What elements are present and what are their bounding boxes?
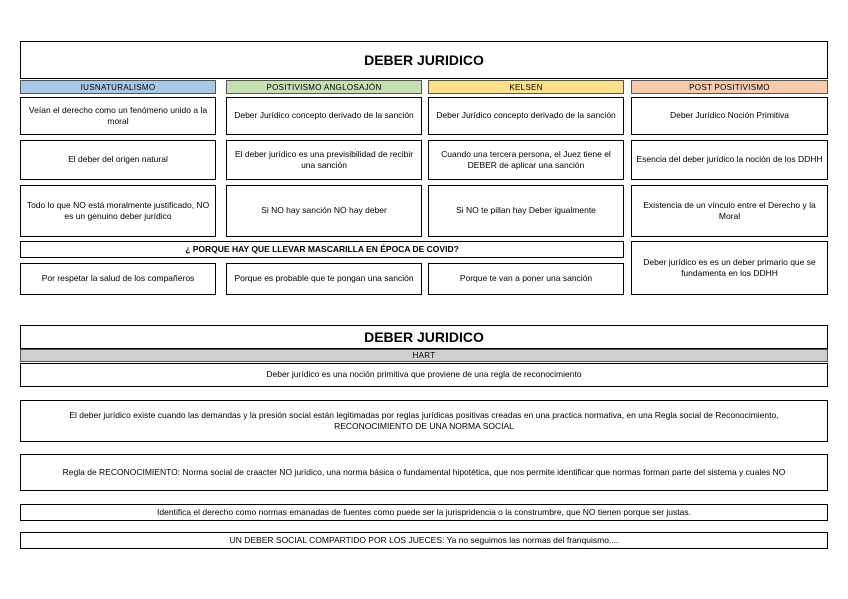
answer-positivismo: Porque es probable que te pongan una sanción — [226, 263, 422, 295]
cell-iusnaturalismo-1: Veían el derecho como un fenómeno unido a la moral — [20, 97, 216, 135]
cell-kelsen-2: Cuando una tercera persona, el Juez tiene el DEBER de aplicar una sanción — [428, 140, 624, 180]
cell-post-positivismo-2: Esencia del deber jurídico la noción de los DDHH — [631, 140, 828, 180]
header-hart: HART — [20, 349, 828, 362]
header-post-positivismo: POST POSITIVISMO — [631, 80, 828, 94]
cell-post-positivismo-1: Deber Jurídico Noción Primitiva — [631, 97, 828, 135]
cell-positivismo-1: Deber Jurídico concepto derivado de la sanción — [226, 97, 422, 135]
answer-kelsen: Porque te van a poner una sanción — [428, 263, 624, 295]
answer-iusnaturalismo: Por respetar la salud de los compañeros — [20, 263, 216, 295]
hart-row-3: Regla de RECONOCIMIENTO: Norma social de craacter NO jurídico, una norma básica o fundamental hipotética, que nos permite identificar que normas forman parte del sistema y cuales NO — [20, 454, 828, 491]
cell-kelsen-1: Deber Jurídico concepto derivado de la sanción — [428, 97, 624, 135]
header-iusnaturalismo: IUSNATURALISMO — [20, 80, 216, 94]
hart-row-5: UN DEBER SOCIAL COMPARTIDO POR LOS JUECES: Ya no seguimos las normas del franquismo.... — [20, 532, 828, 549]
header-kelsen: KELSEN — [428, 80, 624, 94]
cell-kelsen-3: Si NO te pillan hay Deber igualmente — [428, 185, 624, 237]
table2-title: DEBER JURIDICO — [20, 325, 828, 349]
header-positivismo-anglosajon: POSITIVISMO ANGLOSAJÓN — [226, 80, 422, 94]
cell-iusnaturalismo-2: El deber del origen natural — [20, 140, 216, 180]
cell-post-positivismo-4: Deber jurídico es es un deber primario que se fundamenta en los DDHH — [631, 241, 828, 295]
table1-title: DEBER JURIDICO — [20, 41, 828, 79]
hart-row-4: Identifica el derecho como normas emanadas de fuentes como puede ser la jurispridencia o la construmbre, que NO tienen porque ser justas. — [20, 504, 828, 521]
hart-row-1: Deber jurídico es una noción primitiva que proviene de una regla de reconocimiento — [20, 363, 828, 387]
covid-question: ¿ PORQUE HAY QUE LLEVAR MASCARILLA EN ÉPOCA DE COVID? — [20, 241, 624, 258]
hart-row-2: El deber jurídico existe cuando las demandas y la presión social están legitimadas por reglas jurídicas positivas creadas en una practica normativa, en una Regla social de Reconocimiento, RECONOCIMIENTO DE UNA NORMA SOCIAL — [20, 400, 828, 442]
cell-positivismo-3: Si NO hay sanción NO hay deber — [226, 185, 422, 237]
cell-post-positivismo-3: Existencia de un vínculo entre el Derecho y la Moral — [631, 185, 828, 237]
cell-positivismo-2: El deber jurídico es una previsibilidad de recibir una sanción — [226, 140, 422, 180]
cell-iusnaturalismo-3: Todo lo que NO está moralmente justificado, NO es un genuino deber jurídico — [20, 185, 216, 237]
